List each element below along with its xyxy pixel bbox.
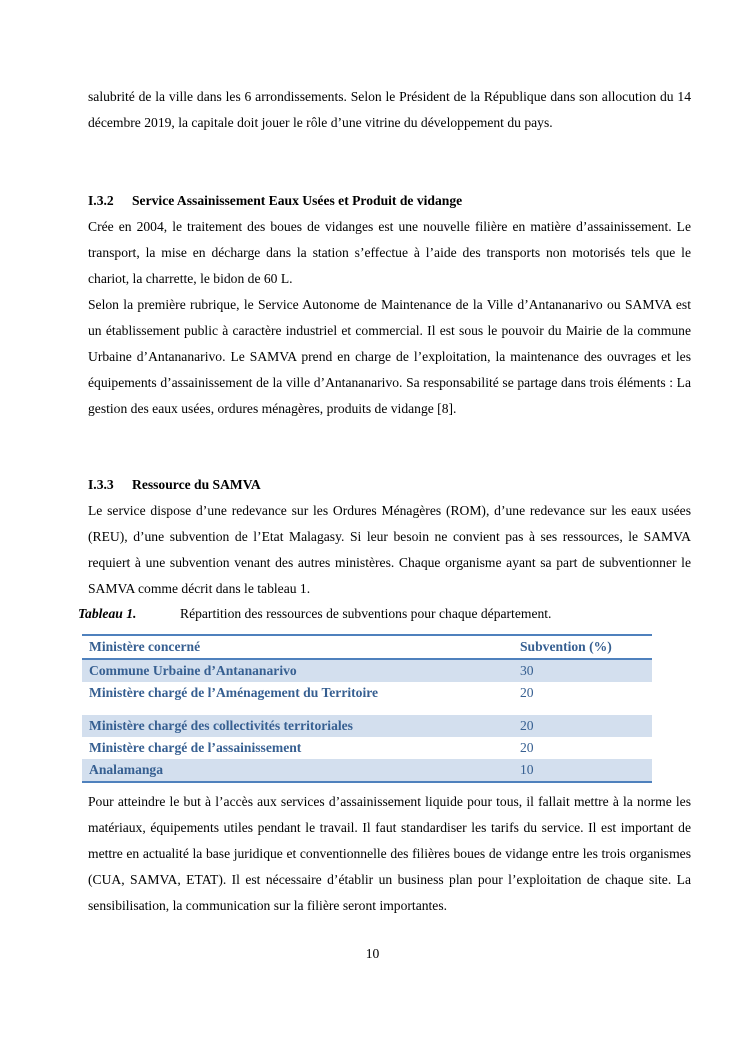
- paragraph-salubrite: salubrité de la ville dans les 6 arrondissements. Selon le Président de la République dans son allocution du 14 décembre 2019, la capitale doit jouer le rôle d’une vitrine du développement du pays.: [88, 89, 691, 130]
- section-number: I.3.2: [88, 193, 114, 208]
- paragraph-ressources: Le service dispose d’une redevance sur les Ordures Ménagères (ROM), d’une redevance sur les eaux usées (REU), d’une subvention de l’Etat Malagasy. Si leur besoin ne convient pas à ses ressources, le SAMVA requiert à une subvention venant des autres ministères. Chaque organisme ayant sa part de subventionner le SAMVA comme décrit dans le tableau 1.: [88, 503, 691, 596]
- paragraph-traitement-boues: Crée en 2004, le traitement des boues de vidanges est une nouvelle filière en matière d’assainissement. Le transport, la mise en décharge dans la station s’effectue à l’aide des transports non motorisés tels que le chariot, la charrette, le bidon de 60 L.: [88, 219, 691, 286]
- table-header-row: [82, 635, 652, 659]
- subvention-table: [82, 634, 652, 783]
- section-title: Ressource du SAMVA: [132, 477, 261, 492]
- ministere-cell: Ministère chargé de l’Aménagement du Territoire: [89, 685, 379, 700]
- table-caption-label: Tableau 1.: [78, 606, 137, 621]
- table-row: [82, 659, 652, 682]
- subvention-cell: 20: [520, 718, 534, 733]
- ministere-cell: Ministère chargé des collectivités territoriales: [89, 718, 353, 733]
- section-number: I.3.3: [88, 477, 114, 492]
- table-row: [82, 759, 652, 782]
- subvention-cell: 20: [520, 685, 534, 700]
- ministere-cell: Ministère chargé de l’assainissement: [89, 740, 302, 755]
- subvention-cell: 20: [520, 740, 534, 755]
- page-number: 10: [365, 946, 380, 961]
- section-heading-i-3-3: [88, 475, 261, 495]
- section-heading-i-3-2: [88, 191, 462, 211]
- paragraph-samva-description: Selon la première rubrique, le Service Autonome de Maintenance de la Ville d’Antananarivo ou SAMVA est un établissement public à caractère industriel et commercial. Il est sous le pouvoir du Mairie de la commune Urbaine d’Antananarivo. Le SAMVA prend en charge de l’exploitation, la maintenance des ouvrages et les équipements d’assainissement de la ville d’Antananarivo. Sa responsabilité se partage dans trois éléments : La gestion des eaux usées, ordures ménagères, produits de vidange [8].: [88, 297, 691, 416]
- table-caption-text: Répartition des ressources de subventions pour chaque département.: [180, 606, 552, 621]
- subvention-cell: 10: [520, 762, 534, 777]
- table-row: [82, 682, 652, 715]
- table-caption: [78, 604, 551, 624]
- paragraph-conclusion: Pour atteindre le but à l’accès aux services d’assainissement liquide pour tous, il fallait mettre à la norme les matériaux, équipements utiles pendant le travail. Il faut standardiser les tarifs du service. Il est important de mettre en actualité la base juridique et conventionnelle des filières boues de vidange entre les trois organismes (CUA, SAMVA, ETAT). Il est nécessaire d’établir un business plan pour l’exploitation de chaque site. La sensibilisation, la communication sur la filière seront importantes.: [88, 794, 691, 913]
- subvention-cell: 30: [520, 663, 534, 678]
- ministere-cell: Commune Urbaine d’Antananarivo: [89, 663, 297, 678]
- section-title: Service Assainissement Eaux Usées et Produit de vidange: [132, 193, 463, 208]
- column-header-ministere: Ministère concerné: [89, 639, 201, 654]
- table-row: [82, 715, 652, 737]
- table-row: [82, 737, 652, 759]
- column-header-subvention: Subvention (%): [520, 639, 612, 654]
- ministere-cell: Analamanga: [89, 762, 164, 777]
